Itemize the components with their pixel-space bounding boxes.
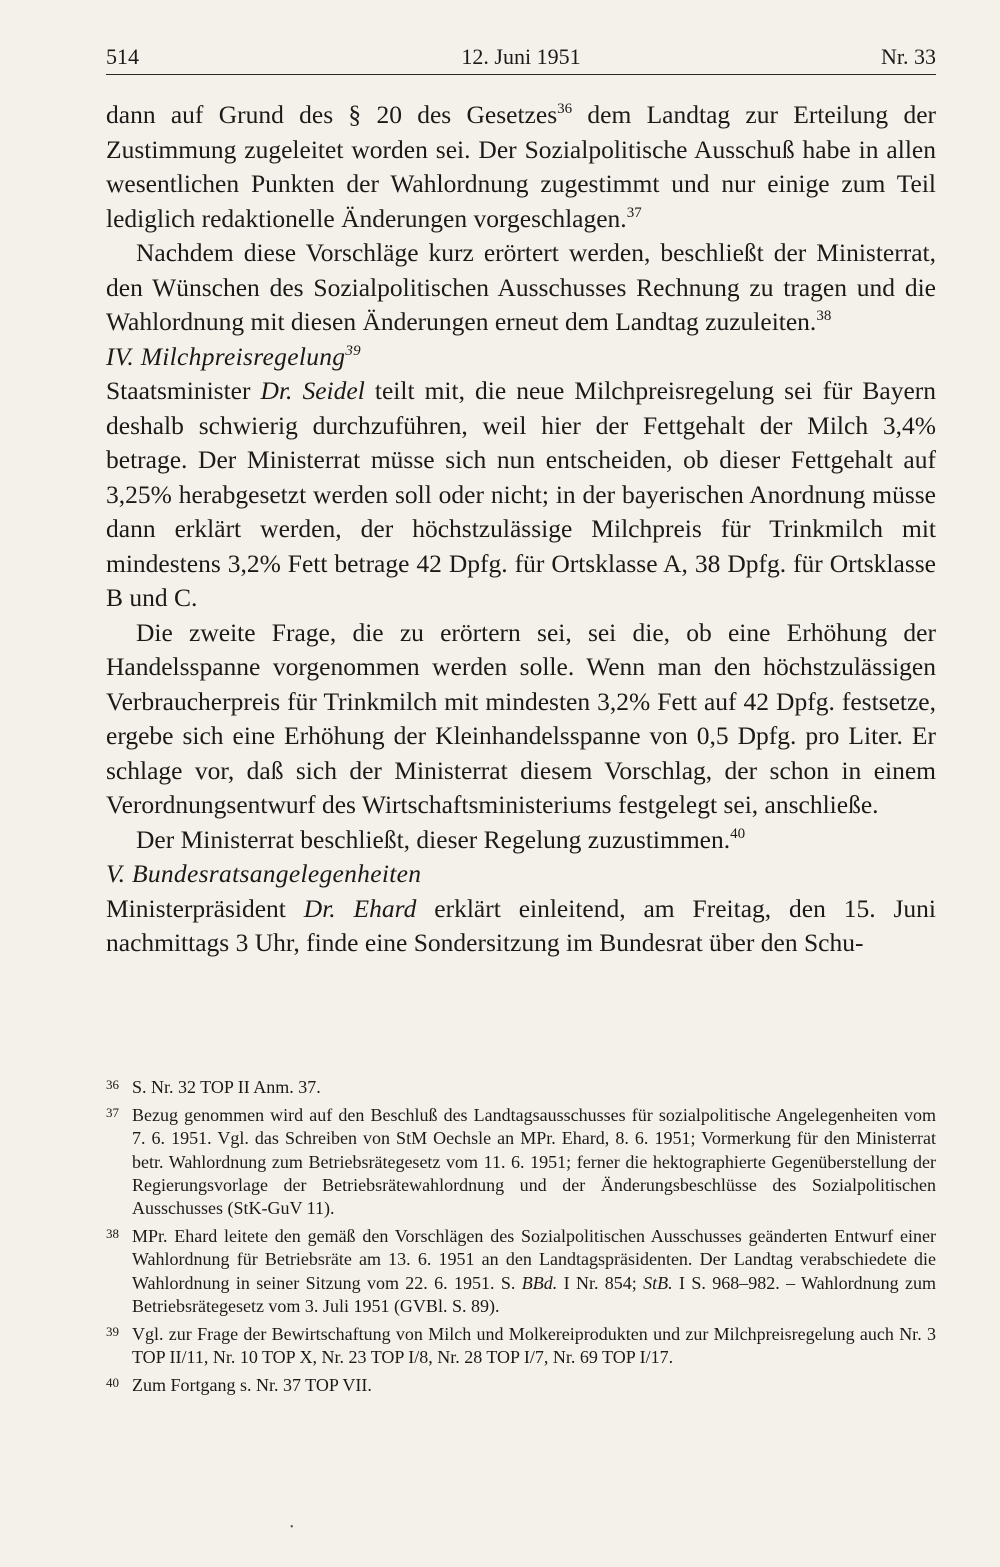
paragraph-6-text-b: erklärt einleitend, am Freitag, den 15. Juni nachmittags 3 Uhr, finde eine Sondersitzung im Bundesrat über den Schu- [106, 893, 937, 957]
footnote-40 [106, 1374, 936, 1397]
footnote-number: 38 [106, 1226, 119, 1242]
footnote-ref-40[interactable]: 40 [730, 825, 746, 842]
paragraph-5-text: Der Ministerrat beschließt, dieser Regelung zuzustimmen. [136, 824, 731, 854]
footnote-37 [106, 1104, 936, 1220]
footnote-ref-37[interactable]: 37 [626, 204, 642, 221]
footnote-number: 37 [106, 1105, 119, 1121]
paragraph-5 [106, 823, 936, 858]
paragraph-4: Die zweite Frage, die zu erörtern sei, sei die, ob eine Erhöhung der Handelsspanne vorgenommen werden solle. Wenn man den höchstzulässigen Verbraucherpreis für Trinkmilch mit mindesten 3,2% Fett auf 42 Dpfg. festsetze, ergebe sich eine Erhöhung der Kleinhandelsspanne von 0,5 Dpfg. pro Liter. Er schlage vor, daß sich der Ministerrat diesem Vorschlag, der schon in einem Verordnungsentwurf des Wirtschaftsministeriums festgelegt sei, anschließe. [106, 617, 936, 819]
footnote-ref-38[interactable]: 38 [816, 308, 832, 324]
issue-number: Nr. 33 [881, 44, 936, 69]
footnote-text: Bezug genommen wird auf den Beschluß des Landtagsausschusses für sozialpolitische Angelegenheiten vom 7. 6. 1951. Vgl. das Schreiben von StM Oechsle an MPr. Ehard, 8. 6. 1951; Vormerkung für den Ministerrat betr. Wahlordnung zum Betriebsrätegesetz vom 11. 6. 1951; ferner die hektographierte Gegenüberstellung der Regierungsvorlage der Betriebsrätewahlordnung und der Änderungsbeschlüsse des Sozialpolitischen Ausschusses (StK-GuV 11). [132, 1105, 936, 1219]
footnote-text: Vgl. zur Frage der Bewirtschaftung von Milch und Molkereiprodukten und zur Milchpreisregelung auch Nr. 3 TOP II/11, Nr. 10 TOP X, Nr. 23 TOP I/8, Nr. 28 TOP I/7, Nr. 69 TOP I/17. [132, 1324, 936, 1368]
running-header [106, 38, 936, 75]
header-date: 12. Juni 1951 [461, 44, 581, 69]
paragraph-1-text-a: dann auf Grund des § 20 des Gesetzes [106, 100, 558, 129]
footnote-number: 39 [106, 1324, 119, 1340]
paragraph-3-text-a: Staatsminister [106, 376, 261, 405]
section-heading-bundesrat [106, 857, 936, 892]
footnote-text: Zum Fortgang s. Nr. 37 TOP VII. [132, 1375, 372, 1396]
footnotes [106, 1076, 936, 1403]
section-heading-milchpreis-text: IV. Milchpreisregelung [106, 341, 346, 371]
footnote-number: 40 [106, 1375, 119, 1391]
footnote-text: S. Nr. 32 TOP II Anm. 37. [132, 1077, 321, 1097]
section-heading-bundesrat-text: V. Bundesratsangelegenheiten [106, 859, 422, 888]
section-heading-milchpreis [106, 340, 936, 375]
bottom-mark: • [290, 1522, 294, 1533]
paragraph-6 [106, 892, 936, 961]
paragraph-2-text: Nachdem diese Vorschläge kurz erörtert werden, beschließt der Ministerrat, den Wünschen des Sozialpolitischen Ausschusses Rechnung zu tragen und die Wahlordnung mit diesen Änderungen erneut dem Landtag zuzuleiten. [106, 238, 936, 336]
footnote-number: 36 [106, 1077, 119, 1092]
paragraph-1 [106, 98, 936, 236]
paragraph-1-text-b: dem Landtag zur Erteilung der Zustimmung zugeleitet worden sei. Der Sozialpolitische Ausschuß habe in allen wesentlichen Punkten der Wahlordnung zugestimmt und nur einige zum Teil lediglich redaktionelle Änderungen vorgeschlagen. [106, 100, 936, 233]
main-text [106, 98, 936, 961]
footnote-ref-39[interactable]: 39 [345, 342, 361, 359]
paragraph-2 [106, 236, 936, 340]
speaker-name-seidel: Dr. Seidel [260, 376, 365, 405]
paragraph-6-text-a: Ministerpräsident [106, 893, 304, 923]
footnote-38 [106, 1225, 936, 1318]
footnote-text-c: I S. 968–982. – Wahlordnung zum Betriebsrätegesetz vom 3. Juli 1951 (GVBl. S. 89). [132, 1272, 936, 1316]
footnote-text-b: I Nr. 854; [557, 1272, 644, 1293]
page-number: 514 [106, 44, 139, 69]
footnote-39 [106, 1323, 936, 1369]
footnote-ref-36[interactable]: 36 [557, 101, 573, 117]
paragraph-3-text-b: teilt mit, die neue Milchpreisregelung sei für Bayern deshalb schwierig durchzuführen, weil hier der Fettgehalt der Milch 3,4% betrage. Der Ministerrat müsse sich nun entscheiden, ob dieser Fettgehalt auf 3,25% herabgesetzt werden soll oder nicht; in der bayerischen Anordnung müsse dann erklärt werden, der höchstzulässige Milchpreis für Trinkmilch mit mindestens 3,2% Fett betrage 42 Dpfg. für Ortsklasse A, 38 Dpfg. für Ortsklasse B und C. [106, 376, 937, 612]
footnote-text-a: MPr. Ehard leitete den gemäß den Vorschlägen des Sozialpolitischen Ausschusses geänderten Entwurf einer Wahlordnung für Betriebsräte am 13. 6. 1951 an den Landtagspräsidenten. Der Landtag verabschiedete die Wahlordnung in seiner Sitzung vom 22. 6. 1951. S. [132, 1226, 936, 1293]
speaker-name-ehard: Dr. Ehard [303, 893, 417, 923]
footnote-36 [106, 1076, 936, 1099]
paragraph-3 [106, 374, 936, 616]
footnote-citation-stb: StB. [643, 1272, 673, 1293]
footnote-citation-bbd: BBd. [521, 1272, 558, 1293]
